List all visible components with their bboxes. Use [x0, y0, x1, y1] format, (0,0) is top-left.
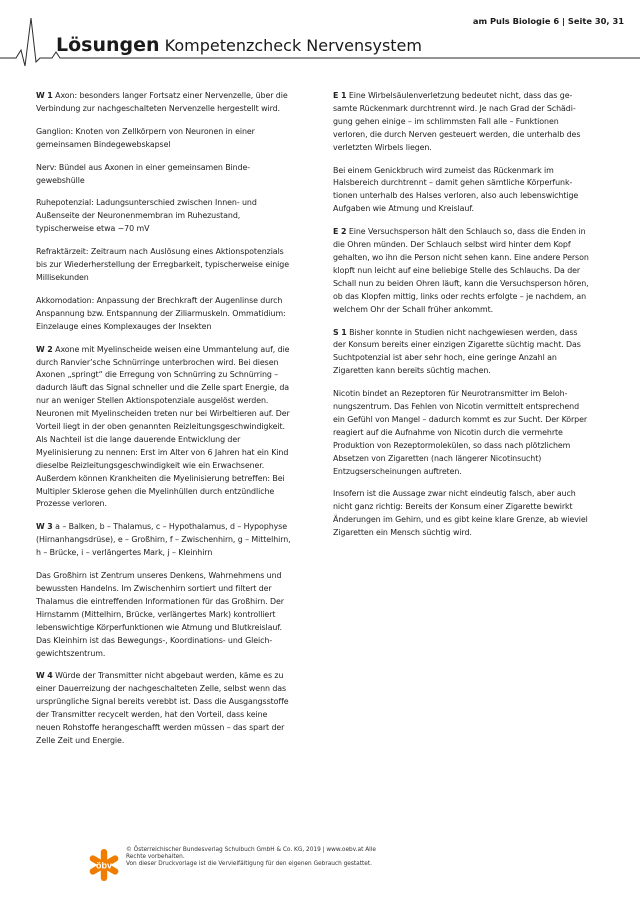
task-label: W 3: [36, 522, 53, 532]
paragraph-text: Refraktärzeit: Zeitraum nach Auslösung eines Aktionspotenzials bis zur Wiederherstellung der Erregbarkeit, typischerweise einige Millisekunden: [36, 247, 289, 282]
task-label: W 2: [36, 344, 53, 354]
paragraph-text: a – Balken, b – Thalamus, c – Hypothalamus, d – Hypophyse (Hirnanhangsdrüse), e – Großhirn, f – Zwischenhirn, g – Mittelhirn, h – Brücke, i – verlängertes Mark, j – Kleinhirn: [36, 522, 291, 558]
footer: [0, 842, 640, 905]
paragraph: [36, 344, 292, 512]
task-label: S 1: [333, 327, 347, 337]
paragraph-text: Das Großhirn ist Zentrum unseres Denkens, Wahrnehmens und bewussten Handelns. Im Zwischenhirn sortiert und filtert der Thalamus die eintreffenden Informationen für das Großhirn. Der Hirnstamm (Mittelhirn, Brücke, verlängertes Mark) kontrolliert lebenswichtige Körperfunktionen wie Atmung und Blutkreislauf. Das Kleinhirn ist das Bewegungs-, Koordinations- und Gleichgewichtszentrum.: [36, 571, 284, 658]
left-column: [36, 90, 292, 758]
paragraph: [36, 246, 292, 285]
paragraph-text: Eine Wirbelsäulenverletzung bedeutet nicht, dass das gesamte Rückenmark durchtrennt wird. Je nach Grad der Schädigung gehen einige – im schlimmsten Fall alle – Funktionen verloren, die durch Nerven gesteuert werden, die unterhalb des verletzten Wirbels liegen.: [333, 91, 581, 152]
paragraph: [333, 90, 589, 155]
paragraph: [36, 521, 292, 560]
paragraph: [333, 226, 589, 316]
title-subtitle: Kompetenzcheck Nervensystem: [159, 36, 422, 55]
paragraph-text: Bisher konnte in Studien nicht nachgewiesen werden, dass der Konsum bereits einer einzigen Zigarette süchtig macht. Das Suchtpotenzial ist aber sehr hoch, eine geringe Anzahl an Zigaretten kann bereits süchtig machen.: [333, 327, 581, 376]
paragraph: [333, 388, 589, 478]
paragraph: [333, 488, 589, 540]
book-reference: am Puls Biologie 6 | Seite 30, 31: [472, 16, 624, 26]
paragraph-text: Würde der Transmitter nicht abgebaut werden, käme es zu einer Dauerreizung der nachgeschalteten Zelle, selbst wenn das ursprüngliche Signal bereits verebbt ist. Dass die Ausgangsstoffe der Transmitter recycelt werden, hat den Vorteil, dass keine neuen Rohstoffe herangeschafft werden müssen – das spart der Zelle Zeit und Energie.: [36, 671, 289, 745]
paragraph-text: Ganglion: Knoten von Zellkörpern von Neuronen in einer gemeinsamen Bindegewebskapsel: [36, 126, 255, 149]
paragraph: [36, 126, 292, 152]
paragraph-text: Akkomodation: Anpassung der Brechkraft der Augenlinse durch Anspannung bzw. Entspannung der Ziliarmuskeln. Ommatidium: Einzelauge eines Komplexauges der Insekten: [36, 295, 286, 331]
page-title: [56, 34, 422, 56]
task-label: W 4: [36, 671, 53, 681]
task-label: E 1: [333, 91, 347, 100]
paragraph-text: Axone mit Myelinscheide weisen eine Ummantelung auf, die durch Ranvier’sche Schnürringe unterbrochen wird. Bei diesen Axonen „springt“ die Erregung von Schnürring zu Schnürring – dadurch läuft das Signal schneller und die Zelle spart Energie, da nur an weniger Stellen Aktionspotenziale ausgelöst werden. Neuronen mit Myelinscheiden treten nur bei Wirbeltieren auf. Der Vorteil liegt in der oben genannten Reizleitungsgeschwindigkeit. Als Nachteil ist die lange dauerende Entwicklung der Myelinisierung zu nennen: Erst im Alter von 6 Jahren hat ein Kind dieselbe Reizleitungsgeschwindigkeit wie ein Erwachsener. Außerdem können Krankheiten die Myelinisierung betreffen: Bei Multipler Sklerose gehen die Myelinhüllen durch entzündliche Prozesse verloren.: [36, 344, 290, 509]
paragraph-text: Insofern ist die Aussage zwar nicht eindeutig falsch, aber auch nicht ganz richtig: Bereits der Konsum einer Zigarette bewirkt Änderungen im Gehirn, und es gibt keine klare Grenze, ab wieviel Zigaretten ein Mensch süchtig wird.: [333, 489, 588, 538]
paragraph: [36, 570, 292, 660]
paragraph: [36, 197, 292, 236]
task-label: W 1: [36, 91, 53, 100]
title-bold: Lösungen: [56, 34, 160, 56]
paragraph-text: Nicotin bindet an Rezeptoren für Neurotransmitter im Belohnungszentrum. Das Fehlen von Nicotin vermittelt entsprechend ein Gefühl von Mangel – dadurch kommt es zur Sucht. Der Körper reagiert auf die Aufnahme von Nicotin durch die vermehrte Produktion von Rezeptormolekülen, so dass nach plötzlichem Absetzen von Zigaretten (nach längerer Nicotinsucht) Entzugserscheinungen auftreten.: [333, 389, 588, 476]
right-column: [333, 90, 589, 550]
logo-text: öbv: [95, 860, 113, 871]
task-label: E 2: [333, 227, 347, 237]
paragraph: [36, 90, 292, 116]
paragraph: [36, 162, 292, 188]
paragraph-text: Ruhepotenzial: Ladungsunterschied zwischen Innen- und Außenseite der Neuronenmembran im Ruhezustand, typischerweise etwa −70 mV: [36, 198, 257, 234]
paragraph: [333, 327, 589, 379]
paragraph: [333, 165, 589, 217]
paragraph-text: Axon: besonders langer Fortsatz einer Nervenzelle, über die Verbindung zur nachgeschalteten Nervenzelle hergestellt wird.: [36, 91, 288, 113]
paragraph: [36, 295, 292, 334]
copyright-line: Rechte vorbehalten.: [126, 854, 185, 861]
oebv-logo: [88, 848, 120, 882]
copyright-line: Von dieser Druckvorlage ist die Vervielfältigung für den eigenen Gebrauch gestattet.: [126, 861, 372, 868]
copyright-line: © Österreichischer Bundesverlag Schulbuch GmbH & Co. KG, 2019 | www.oebv.at Alle: [126, 847, 376, 853]
copyright-notice: [126, 847, 426, 869]
paragraph: [36, 670, 292, 747]
paragraph-text: Bei einem Genickbruch wird zumeist das Rückenmark im Halsbereich durchtrennt – damit gehen sämtliche Körperfunktionen unterhalb des Halses verloren, also auch lebenswichtige Aufgaben wie Atmung und Kreislauf.: [333, 165, 579, 214]
paragraph-text: Nerv: Bündel aus Axonen in einer gemeinsamen Bindegewebshülle: [36, 162, 251, 185]
paragraph-text: Eine Versuchsperson hält den Schlauch so, dass die Enden in die Ohren münden. Der Schlauch selbst wird hinter dem Kopf gehalten, wo ihn die Person nicht sehen kann. Eine andere Person klopft nun leicht auf eine beliebige Stelle des Schlauchs. Da der Schall nun zu beiden Ohren läuft, kann die Versuchsperson hören, ob das Klopfen mittig, links oder rechts erfolgte – je nachdem, an welchem Ohr der Schall früher ankommt.: [333, 227, 589, 314]
